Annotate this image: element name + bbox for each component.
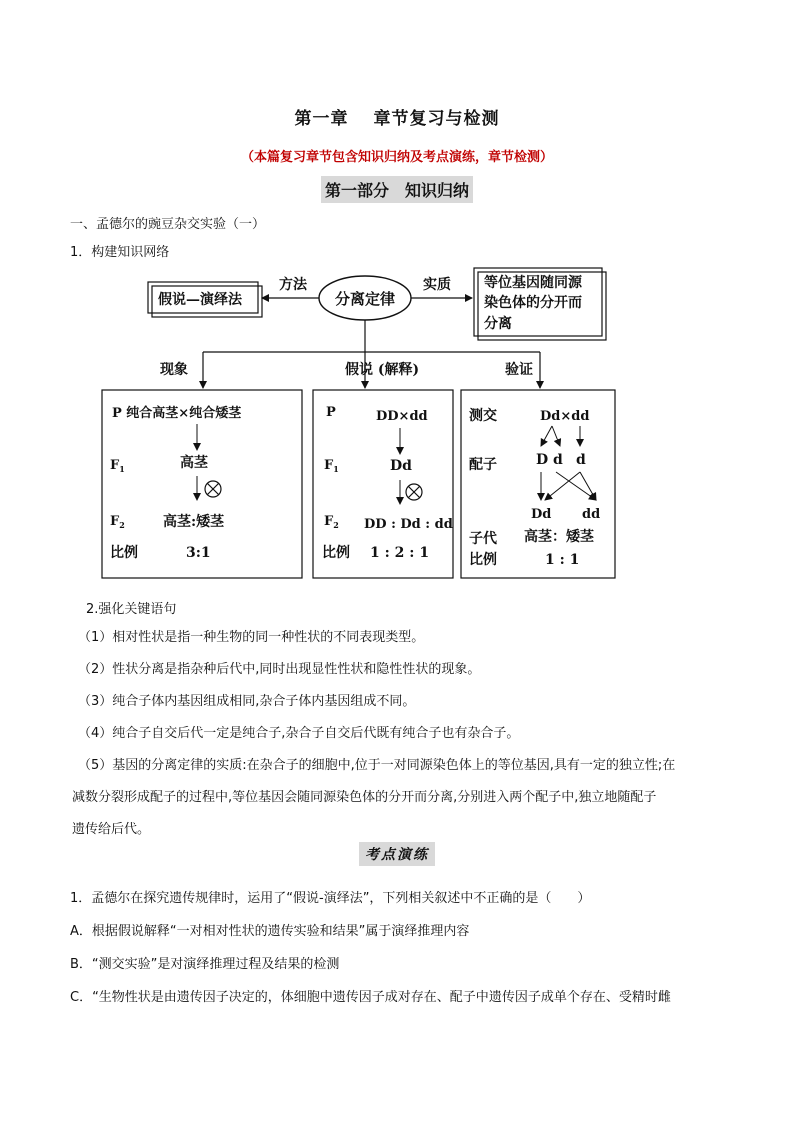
essence-line-2: 染色体的分开而 [484,295,582,311]
box3-gamete-left: D d [536,452,563,468]
box1-ratio-value: 3:1 [186,545,211,561]
key-sentence-3: （3）纯合子体内基因组成相同,杂合子体内基因组成不同。 [78,694,416,709]
box2-p-label: P [326,405,336,420]
key-sentence-2: （2）性状分离是指杂种后代中,同时出现显性性状和隐性性状的现象。 [78,662,481,677]
part-heading-wrap [0,176,794,203]
box1-ratio-label: 比例 [110,545,138,561]
option-b: B．“测交实验”是对演绎推理过程及结果的检测 [70,957,340,972]
page-subtitle: （本篇复习章节包含知识归纳及考点演练，章节检测） [240,150,553,165]
branch-label-verification: 验证 [505,362,533,378]
box3-label-gametes: 配子 [469,457,497,473]
box3-label-ratio: 比例 [469,552,497,568]
key-sentence-5-line-2: 减数分裂形成配子的过程中,等位基因会随同源染色体的分开而分离,分别进入两个配子中,独立地随配子 [72,790,657,805]
box2-f2-value: DD : Dd : dd [364,517,453,532]
key-sentence-5-line-3: 遗传给后代。 [72,822,151,837]
key-sentence-5-line-1: （5）基因的分离定律的实质:在杂合子的细胞中,位于一对同源染色体上的等位基因,具有一定的独立性;在 [78,758,676,773]
essence-line-1: 等位基因随同源 [484,275,582,291]
subsection-heading-2: 2.强化关键语句 [86,602,177,617]
branch-label-phenomenon: 现象 [160,362,188,378]
page-title: 第一章 章节复习与检测 [294,109,500,129]
option-c: C．“生物性状是由遗传因子决定的，体细胞中遗传因子成对存在、配子中遗传因子成单个存在、受精时雌 [70,990,671,1005]
box3-gamete-right: d [576,452,586,468]
box2-p-value: DD×dd [376,409,428,424]
box3-phenotype: 高茎：矮茎 [524,529,594,545]
method-arrow-label: 方法 [279,277,307,293]
practice-heading-wrap [0,842,794,866]
box1-f2-label: $F_2$ [110,514,125,530]
box3-ratio: 1 : 1 [545,552,580,568]
box2-ratio-label: 比例 [322,545,350,561]
knowledge-network-diagram [0,258,794,588]
box3-cross: Dd×dd [540,409,590,424]
option-a: A．根据假说解释“一对相对性状的遗传实验和结果”属于演绎推理内容 [70,924,470,939]
essence-line-3: 分离 [484,316,512,332]
box3-label-testcross: 测交 [469,408,497,424]
box1-f2-value: 高茎:矮茎 [163,514,225,530]
key-sentence-4: （4）纯合子自交后代一定是纯合子,杂合子自交后代既有纯合子也有杂合子。 [78,726,520,741]
box3-label-offspring: 子代 [469,531,497,547]
branch-label-hypothesis: 假说 (解释) [345,362,420,378]
box2-f2-label: $F_2$ [324,514,339,530]
box3-offspring-left: Dd [531,507,552,522]
practice-heading: 考点演练 [359,842,435,866]
part-heading: 第一部分 知识归纳 [321,176,473,203]
key-sentence-1: （1）相对性状是指一种生物的同一种性状的不同表现类型。 [78,630,425,645]
box1-f1-value: 高茎 [180,455,208,471]
box2-f1-value: Dd [390,458,412,474]
question-1: 1．孟德尔在探究遗传规律时，运用了“假说-演绎法”，下列相关叙述中不正确的是（ ） [70,891,591,906]
box2-f1-label: $F_1$ [324,458,339,474]
section-heading: 一、孟德尔的豌豆杂交实验（一） [70,217,266,232]
box1-f1-label: $F_1$ [110,458,125,474]
method-box-label: 假说—演绎法 [158,292,242,308]
essence-arrow-label: 实质 [423,277,451,293]
subsection-heading: 1．构建知识网络 [70,245,170,260]
center-ellipse-label: 分离定律 [334,290,396,308]
box2-ratio-value: 1 : 2 : 1 [370,545,430,561]
box1-p-line: P 纯合高茎×纯合矮茎 [112,406,242,421]
box3-offspring-right: dd [582,507,601,522]
